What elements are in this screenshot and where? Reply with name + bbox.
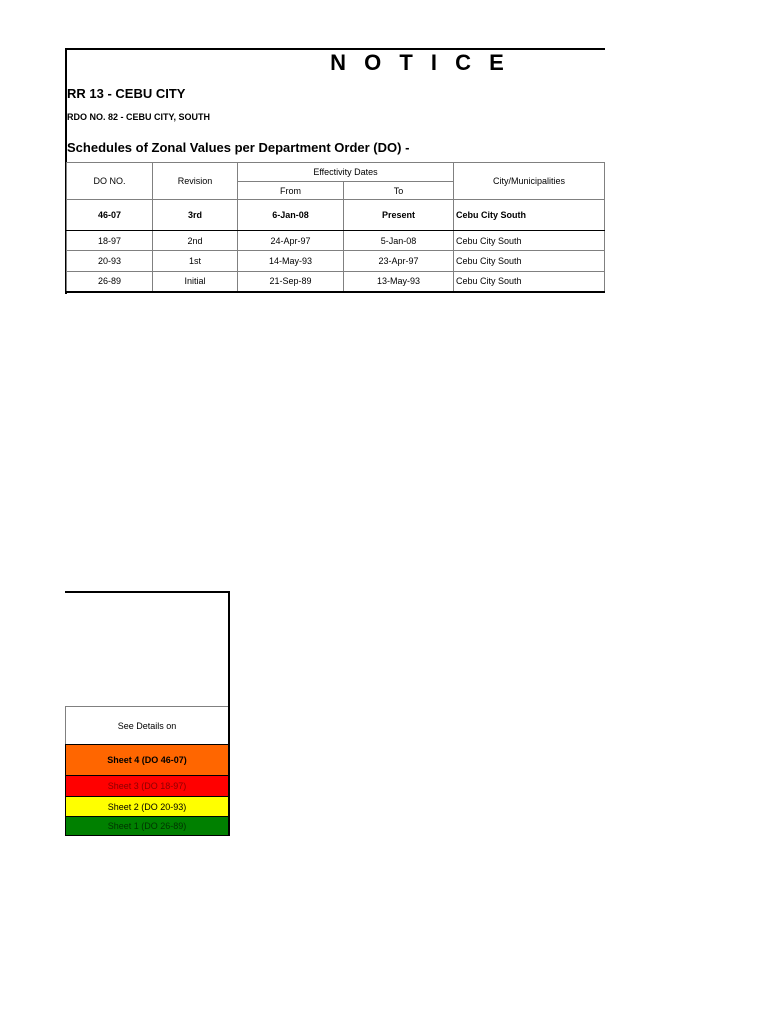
table-row — [67, 251, 605, 272]
cell-city: Cebu City South — [454, 251, 605, 272]
cell-from: 21-Sep-89 — [238, 272, 344, 292]
cell-do-no: 20-93 — [67, 251, 153, 272]
table-row — [67, 272, 605, 292]
col-header-do-no: DO NO. — [67, 163, 153, 200]
cell-revision: Initial — [153, 272, 238, 292]
legend-sheet-3[interactable]: Sheet 3 (DO 18-97) — [65, 775, 228, 796]
cell-to: Present — [344, 200, 454, 231]
cell-to: 5-Jan-08 — [344, 231, 454, 251]
schedules-heading: Schedules of Zonal Values per Department Order (DO) - — [67, 140, 410, 155]
cell-from: 6-Jan-08 — [238, 200, 344, 231]
cell-city: Cebu City South — [454, 272, 605, 292]
cell-do-no: 18-97 — [67, 231, 153, 251]
col-header-effectivity: Effectivity Dates — [238, 163, 454, 182]
notice-title: N O T I C E — [330, 50, 510, 75]
table-row — [67, 200, 605, 231]
table-header-row — [67, 163, 605, 182]
do-table — [66, 162, 605, 293]
cell-city: Cebu City South — [454, 231, 605, 251]
col-header-city: City/Municipalities — [454, 163, 605, 200]
cell-to: 23-Apr-97 — [344, 251, 454, 272]
col-header-revision: Revision — [153, 163, 238, 200]
legend-sheet-4[interactable]: Sheet 4 (DO 46-07) — [65, 744, 228, 775]
cell-revision: 1st — [153, 251, 238, 272]
cell-revision: 2nd — [153, 231, 238, 251]
cell-city: Cebu City South — [454, 200, 605, 231]
see-details-label: See Details on — [65, 706, 228, 744]
col-header-to: To — [344, 182, 454, 200]
region-label: RR 13 - CEBU CITY — [67, 86, 186, 101]
table-row — [67, 231, 605, 251]
cell-to: 13-May-93 — [344, 272, 454, 292]
cell-from: 24-Apr-97 — [238, 231, 344, 251]
rdo-label: RDO NO. 82 - CEBU CITY, SOUTH — [67, 112, 211, 122]
sheet-legend — [65, 591, 230, 836]
cell-revision: 3rd — [153, 200, 238, 231]
cell-do-no: 46-07 — [67, 200, 153, 231]
cell-do-no: 26-89 — [67, 272, 153, 292]
cell-from: 14-May-93 — [238, 251, 344, 272]
col-header-from: From — [238, 182, 344, 200]
legend-sheet-2[interactable]: Sheet 2 (DO 20-93) — [65, 796, 228, 816]
legend-sheet-1[interactable]: Sheet 1 (DO 26-89) — [65, 816, 228, 836]
